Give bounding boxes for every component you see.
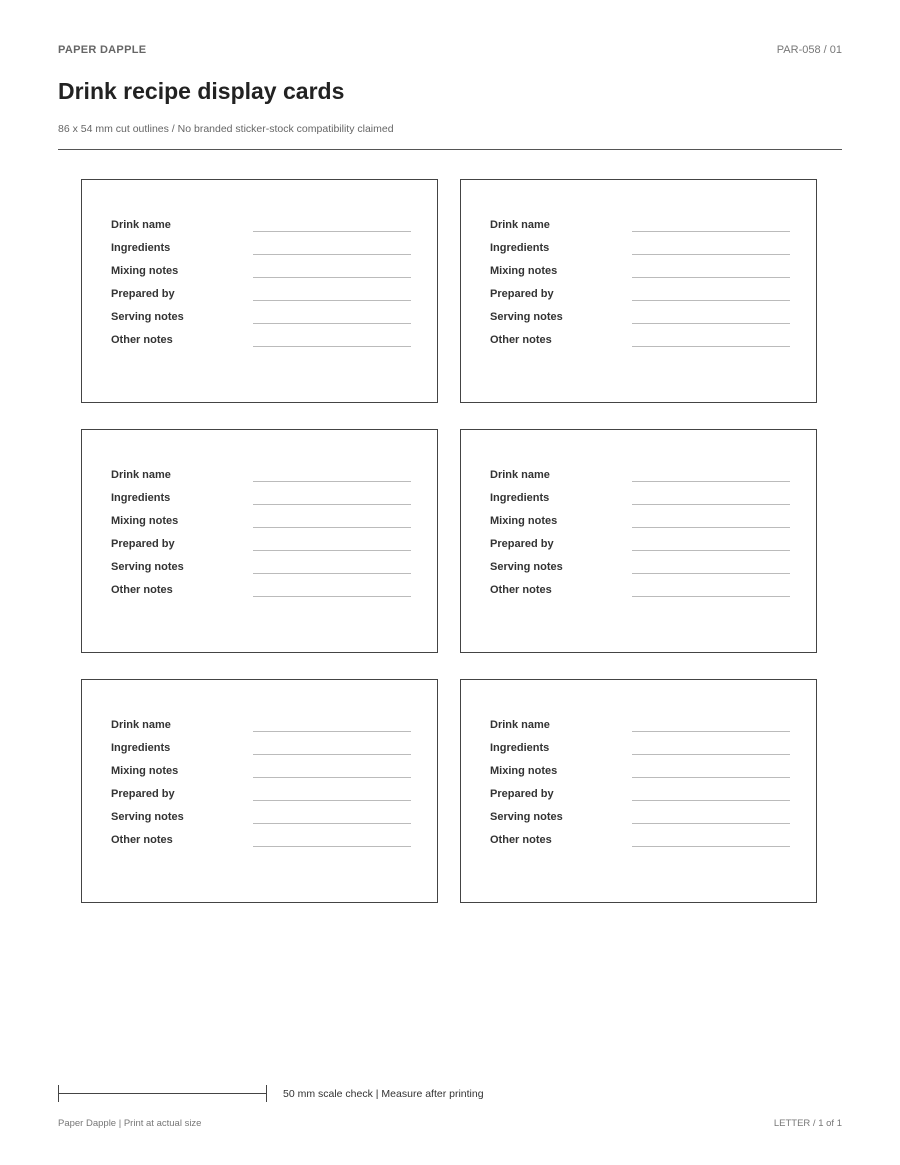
card-field-writing-line <box>632 254 790 255</box>
card-field-writing-line <box>253 731 411 732</box>
card-field-writing-line <box>632 731 790 732</box>
card-field-row <box>490 242 790 260</box>
card-field-row <box>111 515 411 533</box>
card-field-row <box>490 788 790 806</box>
recipe-card <box>81 679 438 903</box>
card-field-row <box>111 288 411 306</box>
card-field-writing-line <box>632 300 790 301</box>
card-field-label: Mixing notes <box>111 515 179 527</box>
card-field-writing-line <box>632 481 790 482</box>
card-field-row <box>490 219 790 237</box>
scale-bar-tick-right <box>266 1085 267 1102</box>
card-field-row <box>111 242 411 260</box>
card-field-label: Ingredients <box>111 492 171 504</box>
card-field-row <box>111 834 411 852</box>
card-field-row <box>111 561 411 579</box>
card-field-writing-line <box>632 846 790 847</box>
scale-check-text: 50 mm scale check | Measure after printing <box>283 1088 484 1100</box>
card-field-row <box>490 469 790 487</box>
card-field-row <box>111 219 411 237</box>
scale-bar-tick-left <box>58 1085 59 1102</box>
card-field-writing-line <box>632 800 790 801</box>
card-field-label: Prepared by <box>111 538 175 550</box>
card-field-label: Other notes <box>111 334 173 346</box>
card-field-row <box>111 538 411 556</box>
card-field-row <box>490 765 790 783</box>
card-field-row <box>111 311 411 329</box>
card-field-writing-line <box>253 481 411 482</box>
card-field-row <box>490 719 790 737</box>
card-field-writing-line <box>253 596 411 597</box>
card-field-writing-line <box>632 346 790 347</box>
card-field-row <box>111 719 411 737</box>
card-field-row <box>490 265 790 283</box>
card-field-label: Serving notes <box>490 311 563 323</box>
scale-bar-line <box>58 1093 267 1094</box>
card-field-label: Other notes <box>490 584 552 596</box>
card-field-label: Prepared by <box>490 788 554 800</box>
card-field-writing-line <box>253 346 411 347</box>
card-field-writing-line <box>253 550 411 551</box>
card-field-label: Mixing notes <box>490 515 558 527</box>
card-field-row <box>490 334 790 352</box>
card-field-label: Ingredients <box>111 242 171 254</box>
card-field-row <box>490 561 790 579</box>
card-field-label: Mixing notes <box>111 265 179 277</box>
card-field-row <box>490 584 790 602</box>
card-field-row <box>111 265 411 283</box>
card-field-writing-line <box>632 550 790 551</box>
card-field-row <box>111 469 411 487</box>
card-field-row <box>111 492 411 510</box>
page-subtitle: 86 x 54 mm cut outlines / No branded sticker-stock compatibility claimed <box>58 123 394 135</box>
card-field-writing-line <box>632 527 790 528</box>
card-field-row <box>490 834 790 852</box>
card-field-writing-line <box>632 323 790 324</box>
card-field-writing-line <box>253 527 411 528</box>
card-field-writing-line <box>632 231 790 232</box>
recipe-card <box>81 179 438 403</box>
card-field-label: Ingredients <box>490 242 550 254</box>
card-field-label: Other notes <box>490 834 552 846</box>
card-field-writing-line <box>253 823 411 824</box>
card-field-label: Ingredients <box>490 742 550 754</box>
card-field-label: Other notes <box>111 834 173 846</box>
card-field-label: Drink name <box>111 719 171 731</box>
card-field-writing-line <box>632 777 790 778</box>
card-field-label: Drink name <box>111 219 171 231</box>
card-field-row <box>490 538 790 556</box>
card-field-label: Prepared by <box>490 288 554 300</box>
card-field-writing-line <box>253 846 411 847</box>
card-field-writing-line <box>253 254 411 255</box>
card-field-label: Ingredients <box>111 742 171 754</box>
card-field-writing-line <box>632 573 790 574</box>
card-field-row <box>490 811 790 829</box>
card-field-label: Prepared by <box>490 538 554 550</box>
card-field-row <box>490 515 790 533</box>
card-field-row <box>490 288 790 306</box>
card-field-writing-line <box>253 231 411 232</box>
card-field-writing-line <box>253 504 411 505</box>
card-field-label: Prepared by <box>111 288 175 300</box>
card-field-writing-line <box>632 504 790 505</box>
card-field-label: Ingredients <box>490 492 550 504</box>
card-field-label: Drink name <box>111 469 171 481</box>
card-field-row <box>490 311 790 329</box>
brand-label: PAPER DAPPLE <box>58 44 147 56</box>
card-field-label: Serving notes <box>490 811 563 823</box>
card-field-label: Serving notes <box>111 561 184 573</box>
document-id: PAR-058 / 01 <box>776 44 842 56</box>
header-rule <box>58 149 842 150</box>
card-field-row <box>111 584 411 602</box>
card-field-row <box>111 765 411 783</box>
card-field-label: Drink name <box>490 719 550 731</box>
card-field-writing-line <box>253 323 411 324</box>
recipe-card <box>460 179 817 403</box>
card-field-writing-line <box>632 277 790 278</box>
card-field-writing-line <box>253 800 411 801</box>
card-field-label: Drink name <box>490 469 550 481</box>
card-field-writing-line <box>253 277 411 278</box>
page-title: Drink recipe display cards <box>58 78 345 104</box>
card-field-writing-line <box>253 573 411 574</box>
card-field-row <box>111 742 411 760</box>
card-field-row <box>111 334 411 352</box>
card-field-writing-line <box>253 300 411 301</box>
card-field-label: Serving notes <box>111 311 184 323</box>
card-field-label: Mixing notes <box>111 765 179 777</box>
card-field-row <box>111 811 411 829</box>
card-field-label: Serving notes <box>111 811 184 823</box>
card-field-writing-line <box>632 596 790 597</box>
card-field-label: Other notes <box>111 584 173 596</box>
recipe-card <box>460 429 817 653</box>
footer-left: Paper Dapple | Print at actual size <box>58 1118 202 1129</box>
card-field-writing-line <box>632 823 790 824</box>
card-field-row <box>490 492 790 510</box>
card-field-writing-line <box>253 777 411 778</box>
card-field-row <box>111 788 411 806</box>
card-field-label: Serving notes <box>490 561 563 573</box>
card-field-writing-line <box>632 754 790 755</box>
footer-right: LETTER / 1 of 1 <box>773 1118 842 1129</box>
card-field-label: Other notes <box>490 334 552 346</box>
card-field-label: Prepared by <box>111 788 175 800</box>
recipe-card <box>460 679 817 903</box>
card-field-label: Mixing notes <box>490 265 558 277</box>
card-field-row <box>490 742 790 760</box>
card-field-writing-line <box>253 754 411 755</box>
card-field-label: Drink name <box>490 219 550 231</box>
recipe-card <box>81 429 438 653</box>
card-field-label: Mixing notes <box>490 765 558 777</box>
